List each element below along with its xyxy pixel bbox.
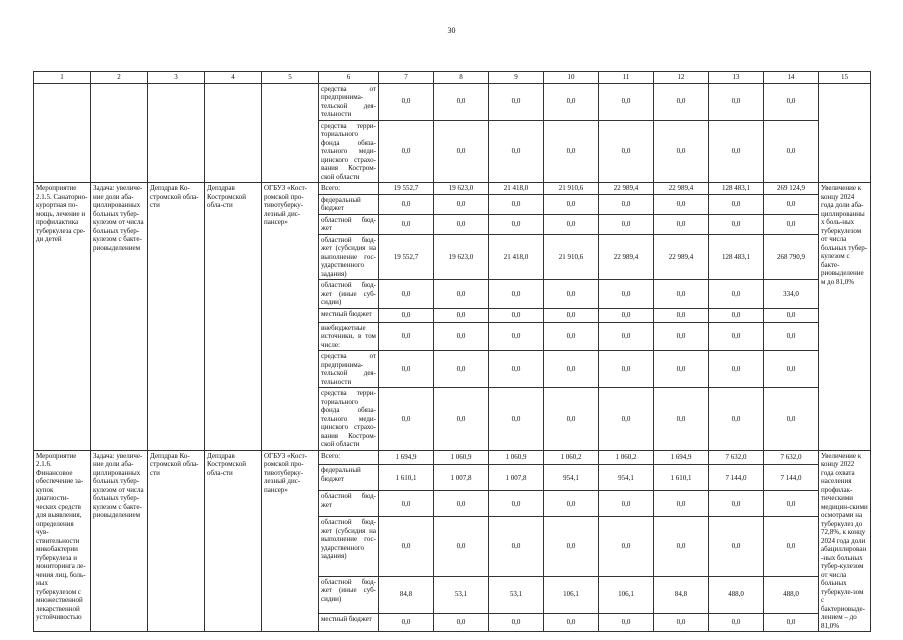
funding-source: федеральный бюджет [319, 465, 379, 491]
funding-value: 1 694,9 [654, 450, 709, 465]
measure-task: Задача: увеличе-ние доли аба-циллированных больных тубер-кулезом от числа больных тубер-кулезом с бакте-риовыделением [91, 183, 148, 451]
funding-value: 0,0 [599, 491, 654, 517]
funding-value: 0,0 [434, 280, 489, 309]
funding-value: 0,0 [379, 214, 434, 234]
funding-source: областной бюд-жет (субсидия на выполнение гос-ударственного задания) [319, 517, 379, 576]
funding-value: 21 910,6 [544, 234, 599, 280]
col-header: 14 [764, 72, 819, 84]
measure-name: Мероприятие 2.1.6. Финансовое обеспечение за-купок диагности-ческих средств для выявления, определения чув-ствительности микобактерии туберкулеза и мониторинга ле-чения лиц, боль-ных туберкулезом с множественной лекарственной устойчивостью [34, 450, 91, 632]
funding-value: 0,0 [489, 613, 544, 631]
funding-value: 488,0 [709, 576, 764, 613]
funding-source: местный бюджет [319, 308, 379, 322]
funding-value: 0,0 [654, 491, 709, 517]
funding-value: 21 418,0 [489, 234, 544, 280]
funding-value: 22 989,4 [654, 234, 709, 280]
funding-value: 106,1 [544, 576, 599, 613]
table-body [34, 83, 871, 632]
funding-value: 0,0 [709, 83, 764, 120]
funding-value: 0,0 [489, 491, 544, 517]
funds-recipient: ОГБУЗ «Кост-ромской про-тивотуберку-лезный дис-пансер» [262, 183, 319, 451]
funding-value: 0,0 [434, 351, 489, 388]
funding-source: областной бюд-жет (субсидия на выполнение гос-ударственного задания) [319, 234, 379, 280]
funding-value: 0,0 [434, 308, 489, 322]
funding-value: 0,0 [379, 517, 434, 576]
page-number: 30 [447, 26, 456, 35]
funding-value: 0,0 [599, 194, 654, 214]
funding-value: 0,0 [434, 120, 489, 183]
funding-value: 128 483,1 [709, 183, 764, 195]
funding-value: 0,0 [709, 194, 764, 214]
funding-value: 0,0 [379, 308, 434, 322]
col-header: 1 [34, 72, 91, 84]
funding-value: 0,0 [434, 491, 489, 517]
funding-value: 0,0 [379, 194, 434, 214]
table-row [34, 450, 871, 465]
funding-value: 22 989,4 [599, 234, 654, 280]
funding-value: 0,0 [379, 280, 434, 309]
col-header: 6 [319, 72, 379, 84]
funding-value: 0,0 [434, 83, 489, 120]
funding-value: 0,0 [709, 214, 764, 234]
funding-value: 0,0 [599, 388, 654, 451]
funding-value: 0,0 [599, 308, 654, 322]
funding-value: 0,0 [764, 388, 819, 451]
funding-value: 0,0 [544, 613, 599, 631]
funding-value: 0,0 [379, 120, 434, 183]
empty-cell [262, 83, 319, 183]
funding-value: 0,0 [654, 280, 709, 309]
funding-value: 0,0 [544, 120, 599, 183]
funding-value: 269 124,9 [764, 183, 819, 195]
header-row [34, 72, 871, 84]
funding-source: областной бюд-жет (иные суб-сидии) [319, 280, 379, 309]
funding-value: 0,0 [654, 120, 709, 183]
funding-value: 0,0 [544, 491, 599, 517]
funding-value: 0,0 [489, 214, 544, 234]
funding-value: 1 060,9 [434, 450, 489, 465]
co-executor: Депздрав Костромской обла-сти [205, 450, 262, 632]
col-header: 8 [434, 72, 489, 84]
funding-value: 0,0 [434, 214, 489, 234]
funding-value: 0,0 [544, 351, 599, 388]
col-header: 12 [654, 72, 709, 84]
empty-cell [205, 83, 262, 183]
funding-value: 0,0 [379, 613, 434, 631]
funding-value: 19 623,0 [434, 234, 489, 280]
col-header: 5 [262, 72, 319, 84]
funding-value: 0,0 [654, 308, 709, 322]
empty-cell [819, 83, 871, 183]
funding-value: 0,0 [764, 308, 819, 322]
funding-value: 1 694,9 [379, 450, 434, 465]
funding-value: 1 610,1 [379, 465, 434, 491]
funding-source: средства терри-ториального фонда обяза-тельного меди-цинского страхо-вания Костром-ской области [319, 120, 379, 183]
funding-value: 0,0 [709, 491, 764, 517]
funding-value: 0,0 [599, 83, 654, 120]
empty-cell [148, 83, 205, 183]
funding-value: 954,1 [599, 465, 654, 491]
responsible-executor: Депздрав Ко-стромской обла-сти [148, 183, 205, 451]
funding-value: 0,0 [764, 83, 819, 120]
col-header: 11 [599, 72, 654, 84]
funding-value: 0,0 [544, 322, 599, 351]
funding-source: областной бюд-жет (иные суб-сидии) [319, 576, 379, 613]
measure-name: Мероприятие 2.1.5. Санаторно-курортная по-мощь, лечение и профилактика туберкулеза сре-ди детей [34, 183, 91, 451]
funding-value: 19 623,0 [434, 183, 489, 195]
funding-value: 268 790,9 [764, 234, 819, 280]
funding-value: 0,0 [764, 194, 819, 214]
funding-value: 0,0 [599, 280, 654, 309]
funding-value: 1 007,8 [434, 465, 489, 491]
funding-value: 0,0 [434, 517, 489, 576]
expected-result: Увеличение к концу 2022 года охвата населения профилак-тическими медицин-скими осмотрами на туберкулез до 72,8%, к концу 2024 года доли абациллирован-ных больных тубер-кулезом от числа больных туберкуле-зом с бактериовыде-лением – до 81,0% [819, 450, 871, 632]
funding-source: Всего: [319, 183, 379, 195]
funding-value: 0,0 [544, 194, 599, 214]
funding-source: Всего: [319, 450, 379, 465]
col-header: 3 [148, 72, 205, 84]
responsible-executor: Депздрав Ко-стромской обла-сти [148, 450, 205, 632]
funding-value: 0,0 [764, 351, 819, 388]
col-header: 4 [205, 72, 262, 84]
funding-value: 0,0 [654, 517, 709, 576]
funding-value: 0,0 [434, 613, 489, 631]
funding-value: 0,0 [654, 194, 709, 214]
funding-value: 0,0 [379, 351, 434, 388]
funding-value: 0,0 [434, 194, 489, 214]
funding-value: 7 632,0 [709, 450, 764, 465]
funding-value: 22 989,4 [654, 183, 709, 195]
funding-value: 53,1 [434, 576, 489, 613]
funding-value: 0,0 [709, 351, 764, 388]
funding-value: 0,0 [764, 322, 819, 351]
funds-recipient: ОГБУЗ «Кост-ромской про-тивотуберку-лезный дис-пансер» [262, 450, 319, 632]
col-header: 9 [489, 72, 544, 84]
funding-value: 22 989,4 [599, 183, 654, 195]
funding-value: 0,0 [489, 308, 544, 322]
funding-value: 0,0 [489, 388, 544, 451]
funding-value: 0,0 [544, 388, 599, 451]
funding-source: средства от предпринима-тельской дея-тельности [319, 351, 379, 388]
funding-value: 106,1 [599, 576, 654, 613]
expected-result: Увеличение к концу 2024 года доли аба-циллированных боль-ных туберкулезом от числа больных тубер-кулезом с бакте-риовыделением до 81,0% [819, 183, 871, 451]
funding-value: 0,0 [544, 83, 599, 120]
empty-cell [91, 83, 148, 183]
funding-value: 84,8 [654, 576, 709, 613]
funding-value: 0,0 [379, 83, 434, 120]
funding-value: 1 007,8 [489, 465, 544, 491]
funding-value: 0,0 [489, 83, 544, 120]
funding-value: 0,0 [434, 388, 489, 451]
funding-source: областной бюд-жет [319, 491, 379, 517]
funding-value: 0,0 [544, 308, 599, 322]
funding-value: 7 144,0 [709, 465, 764, 491]
funding-value: 0,0 [599, 322, 654, 351]
funding-value: 0,0 [489, 280, 544, 309]
funding-value: 0,0 [654, 83, 709, 120]
funding-source: средства от предпринима-тельской дея-тельности [319, 83, 379, 120]
co-executor: Депздрав Костромской обла-сти [205, 183, 262, 451]
table-row [34, 83, 871, 120]
funding-value: 0,0 [489, 322, 544, 351]
funding-value: 0,0 [489, 194, 544, 214]
funding-value: 21 910,6 [544, 183, 599, 195]
funding-value: 0,0 [654, 388, 709, 451]
funding-value: 84,8 [379, 576, 434, 613]
funding-value: 0,0 [544, 280, 599, 309]
funding-source: федеральный бюджет [319, 194, 379, 214]
funding-value: 0,0 [599, 214, 654, 234]
funding-value: 0,0 [599, 613, 654, 631]
col-header: 15 [819, 72, 871, 84]
funding-value: 1 610,1 [654, 465, 709, 491]
funding-value: 0,0 [544, 214, 599, 234]
funding-value: 0,0 [764, 517, 819, 576]
funding-value: 0,0 [709, 308, 764, 322]
funding-value: 128 483,1 [709, 234, 764, 280]
funding-value: 0,0 [709, 120, 764, 183]
financing-table [33, 71, 871, 632]
funding-value: 0,0 [709, 517, 764, 576]
funding-value: 488,0 [764, 576, 819, 613]
funding-source: местный бюджет [319, 613, 379, 631]
funding-value: 0,0 [709, 280, 764, 309]
col-header: 13 [709, 72, 764, 84]
funding-value: 0,0 [434, 322, 489, 351]
funding-value: 0,0 [709, 388, 764, 451]
funding-value: 954,1 [544, 465, 599, 491]
funding-value: 53,1 [489, 576, 544, 613]
col-header: 2 [91, 72, 148, 84]
funding-source: областной бюд-жет [319, 214, 379, 234]
funding-value: 0,0 [489, 517, 544, 576]
funding-value: 0,0 [654, 613, 709, 631]
funding-value: 0,0 [379, 388, 434, 451]
funding-value: 19 552,7 [379, 183, 434, 195]
funding-value: 19 552,7 [379, 234, 434, 280]
funding-value: 0,0 [379, 322, 434, 351]
funding-value: 0,0 [599, 120, 654, 183]
funding-value: 0,0 [654, 351, 709, 388]
funding-value: 0,0 [764, 120, 819, 183]
funding-value: 0,0 [654, 214, 709, 234]
funding-value: 0,0 [599, 517, 654, 576]
funding-value: 1 060,9 [489, 450, 544, 465]
measure-task: Задача: увеличе-ние доли аба-циллированных больных тубер-кулезом от числа больных тубер-кулезом с бакте-риовыделением [91, 450, 148, 632]
funding-value: 0,0 [489, 120, 544, 183]
funding-value: 0,0 [764, 491, 819, 517]
funding-value: 7 632,0 [764, 450, 819, 465]
funding-source: средства терри-ториального фонда обяза-тельного меди-цинского страхо-вания Костром-ской области [319, 388, 379, 451]
funding-value: 0,0 [764, 214, 819, 234]
funding-value: 0,0 [764, 613, 819, 631]
funding-value: 0,0 [709, 322, 764, 351]
funding-value: 0,0 [489, 351, 544, 388]
table-row [34, 183, 871, 195]
col-header: 10 [544, 72, 599, 84]
funding-value: 334,0 [764, 280, 819, 309]
funding-value: 1 060,2 [599, 450, 654, 465]
funding-value: 1 060,2 [544, 450, 599, 465]
col-header: 7 [379, 72, 434, 84]
funding-value: 7 144,0 [764, 465, 819, 491]
funding-value: 0,0 [379, 491, 434, 517]
funding-value: 0,0 [654, 322, 709, 351]
funding-value: 0,0 [599, 351, 654, 388]
funding-value: 0,0 [544, 517, 599, 576]
funding-value: 0,0 [709, 613, 764, 631]
empty-cell [34, 83, 91, 183]
funding-value: 21 418,0 [489, 183, 544, 195]
funding-source: внебюджетные источники, в том числе: [319, 322, 379, 351]
